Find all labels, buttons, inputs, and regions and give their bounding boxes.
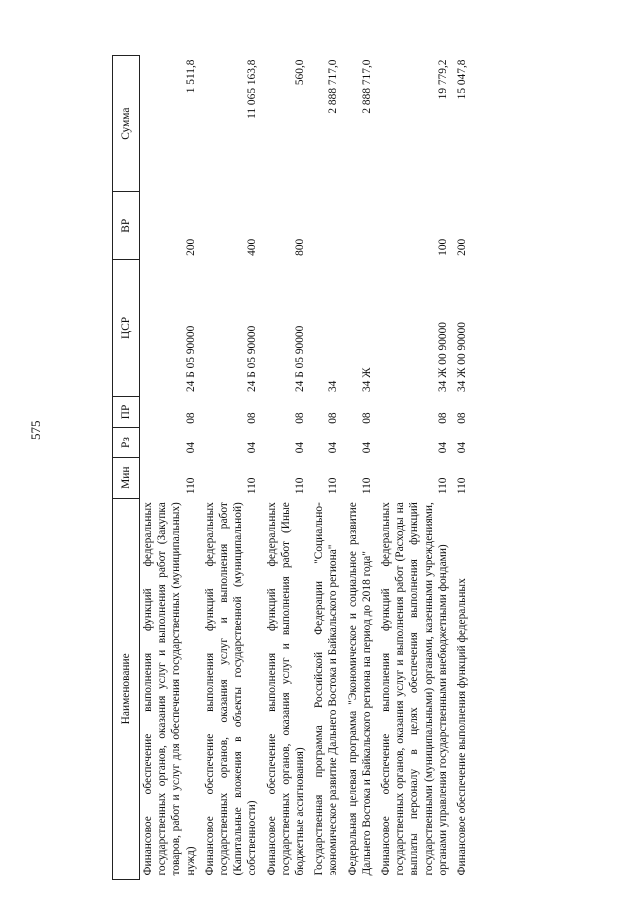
- row-vr: 400: [246, 238, 259, 256]
- row-vr: 200: [184, 238, 197, 256]
- row-min: 110: [456, 477, 469, 495]
- row-vr: [311, 192, 344, 260]
- row-vr: [345, 192, 378, 260]
- header-sum: Сумма: [113, 56, 140, 192]
- table-row: [311, 56, 344, 880]
- header-vr: ВР: [113, 192, 140, 260]
- row-name: Финансовое обеспечение выполнения функций федеральных государственных органов, оказания услуг и выполнения работ (Иные бюджетные ассигнования): [265, 502, 307, 876]
- row-min: 110: [436, 477, 449, 495]
- row-csr: 34 Ж 00 90000: [436, 322, 449, 393]
- row-rz: 04: [360, 441, 373, 454]
- page-number: 575: [28, 420, 43, 440]
- row-min: 110: [360, 477, 373, 495]
- row-min: 110: [184, 477, 197, 495]
- row-sum: 560,0: [294, 59, 307, 86]
- row-pr: 08: [436, 412, 449, 424]
- row-sum: 15 047,8: [456, 59, 469, 100]
- row-vr: 200: [456, 238, 469, 256]
- table-header-row: [113, 56, 140, 880]
- header-pr: ПР: [113, 396, 140, 428]
- row-name: Государственная программа Российской Федерации "Социально-экономическое развитие Дальнего Востока и Байкальского региона": [313, 502, 340, 876]
- row-csr: 24 Б 05 90000: [294, 325, 307, 393]
- header-name: Наименование: [113, 498, 140, 879]
- rotated-table-sheet: [112, 55, 632, 880]
- header-min: Мин: [113, 457, 140, 498]
- row-csr: 34 Ж 00 90000: [456, 322, 469, 393]
- row-csr: 24 Б 05 90000: [246, 325, 259, 393]
- row-min: 110: [294, 477, 307, 495]
- row-rz: 04: [246, 441, 259, 454]
- table-row: [345, 56, 378, 880]
- row-sum: 11 065 163,8: [246, 59, 259, 119]
- row-csr: 34 Ж: [360, 367, 373, 393]
- row-rz: 04: [184, 441, 197, 454]
- budget-table: [112, 55, 473, 880]
- row-sum: 19 779,2: [436, 59, 449, 100]
- row-name: Федеральная целевая программа "Экономическое и социальное развитие Дальнего Востока и Байкальского региона на период до 2018 года": [346, 502, 373, 876]
- row-sum: 2 888 717,0: [360, 59, 373, 114]
- row-pr: 08: [456, 412, 469, 424]
- row-pr: 08: [294, 412, 307, 424]
- row-csr: 34: [327, 380, 340, 393]
- row-name: Финансовое обеспечение выполнения функций федеральных государственных органов, оказания услуг и выполнения работ (Капитальные вложения в объекты государственной (муниципальной) собственности): [203, 502, 259, 876]
- table-row: [140, 56, 202, 880]
- row-name: Финансовое обеспечение выполнения функций федеральных государственных органов, оказания услуг и выполнения работ (Расходы на выплаты персоналу в целях обеспечения выполнения функций государственными (муниципальными) органами, казенными учреждениями, органами управления государственными внебюджетными фондами): [380, 502, 449, 876]
- row-rz: 04: [456, 441, 469, 454]
- row-rz: 04: [327, 441, 340, 454]
- row-vr: 100: [436, 238, 449, 256]
- header-csr: ЦСР: [113, 260, 140, 396]
- row-rz: 04: [436, 441, 449, 454]
- row-pr: 08: [360, 412, 373, 424]
- row-csr: 24 Б 05 90000: [184, 325, 197, 393]
- table-row: [202, 56, 264, 880]
- row-min: 110: [246, 477, 259, 495]
- row-name: Финансовое обеспечение выполнения функций федеральных государственных органов, оказания услуг и выполнения работ (Закупка товаров, работ и услуг для обеспечения государственных (муниципальных) нужд): [142, 502, 197, 876]
- row-sum: 2 888 717,0: [327, 59, 340, 114]
- table-row: [264, 56, 312, 880]
- row-vr: 800: [294, 238, 307, 256]
- table-row: [378, 56, 454, 880]
- header-rz: Рз: [113, 428, 140, 458]
- row-sum: 1 511,8: [184, 59, 197, 94]
- table-row: [454, 56, 473, 880]
- row-name: Финансовое обеспечение выполнения функций федеральных: [456, 578, 469, 876]
- row-pr: 08: [327, 412, 340, 424]
- row-pr: 08: [246, 412, 259, 424]
- row-pr: 08: [184, 412, 197, 424]
- row-rz: 04: [294, 441, 307, 454]
- row-min: 110: [327, 477, 340, 495]
